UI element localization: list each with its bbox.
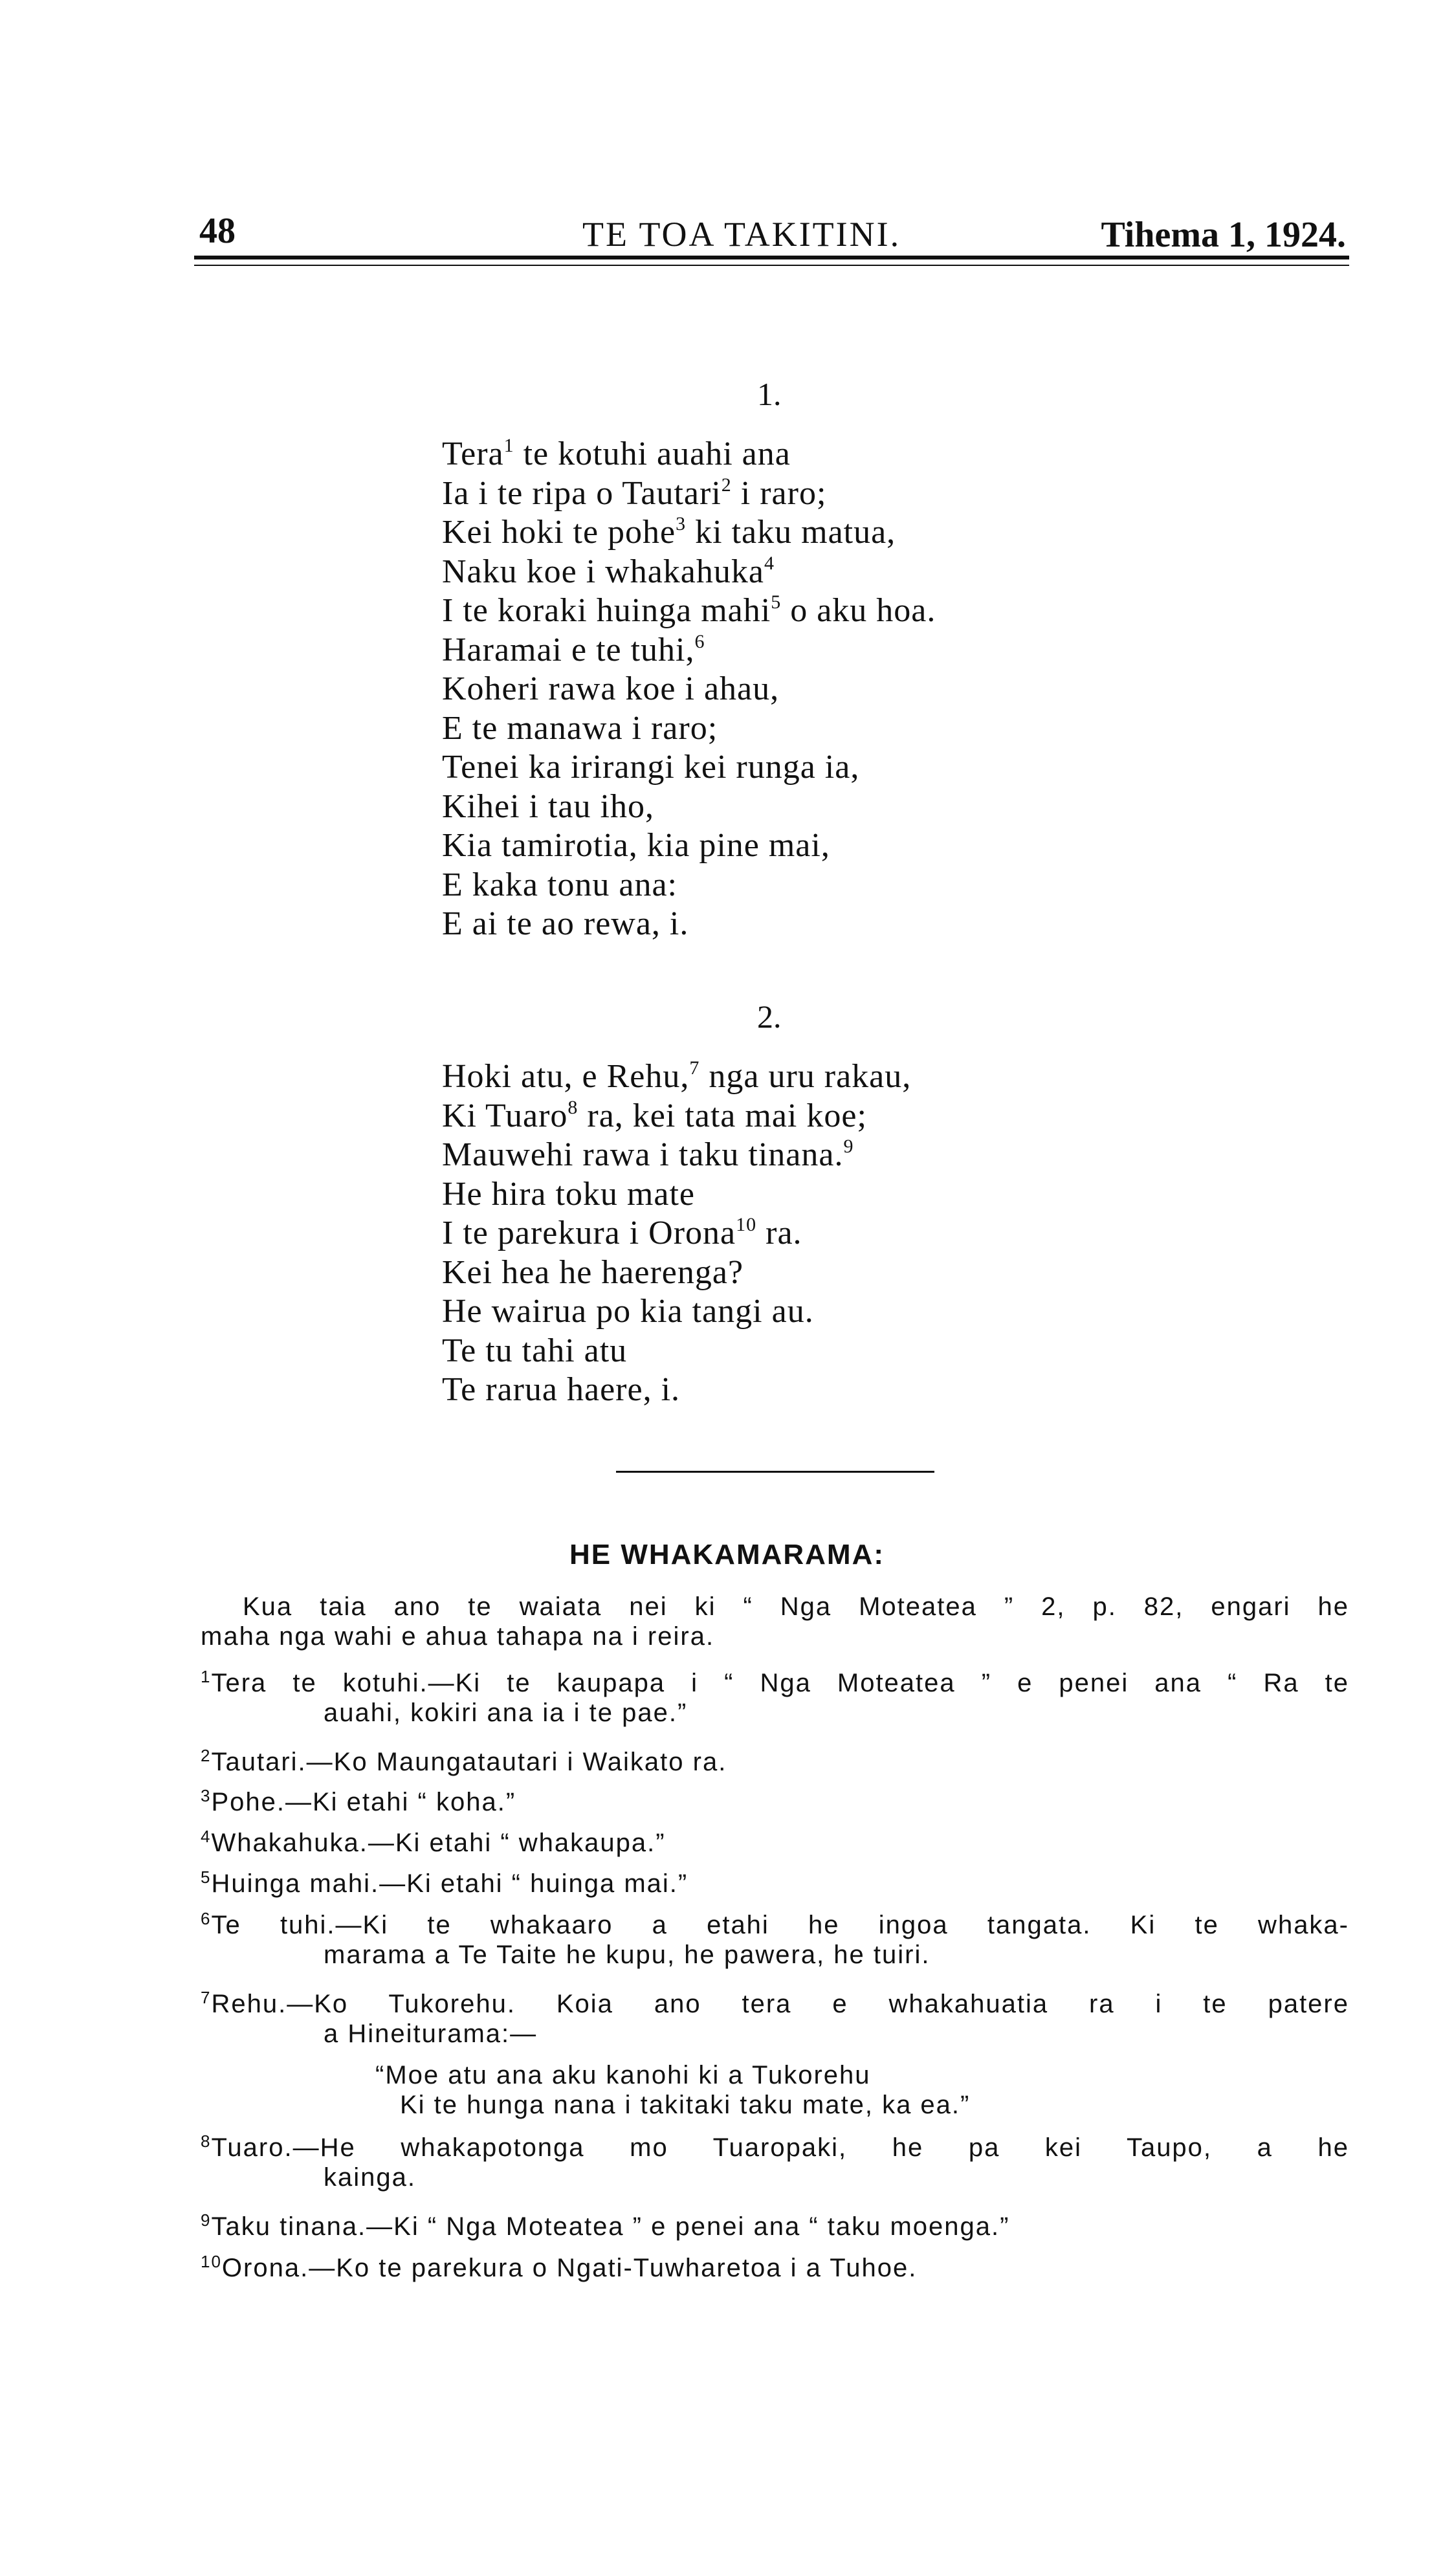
verse-text: Te tu tahi atu [442,1332,628,1369]
verse-line [442,1136,911,1175]
verse-text: Naku koe i whakahuka [442,553,764,590]
verse-text: ra, kei tata mai koe; [578,1097,867,1134]
footnote-number: 9 [201,2210,212,2230]
verse-line [442,787,936,827]
verse-text: ki taku matua, [686,514,896,551]
verse-text: He wairua po kia tangi au. [442,1293,814,1330]
stanza-number: 1. [757,376,782,412]
verse-line [442,1253,911,1293]
stanza-2-verse [442,1057,911,1410]
footnote-text: Te tuhi.—Ki te whakaaro a etahi he ingoa tangata. Ki te whaka- [211,1911,1349,1939]
notes-heading: HE WHAKAMARAMA: [569,1539,885,1570]
verse-text: I te koraki huinga mahi [442,592,771,629]
footnote-marker: 4 [764,552,775,574]
verse-text: ra. [756,1215,802,1251]
footnote-text: Tuaro.—He whakapotonga mo Tuaropaki, he pa kei Taupo, a he [211,2133,1349,2162]
footnote-8 [201,2133,1349,2192]
verse-line [442,1292,911,1332]
header-rule-thick [194,256,1349,259]
stanza-1-verse [442,435,936,944]
footnote-text: Huinga mahi.—Ki etahi “ huinga mai.” [211,1869,688,1898]
publication-title: TE TOA TAKITINI. [582,215,901,254]
verse-text: Tenei ka irirangi kei runga ia, [442,749,860,786]
verse-text: Mauwehi rawa i taku tinana. [442,1136,844,1173]
verse-text: E kaka tonu ana: [442,866,677,903]
footnote-number: 5 [201,1867,212,1887]
footnote-continuation: auahi, kokiri ana ia i te pae.” [324,1699,688,1727]
verse-line [442,513,936,553]
footnote-text: Whakahuka.—Ki etahi “ whakaupa.” [211,1829,666,1857]
stanza-number: 2. [757,998,782,1035]
footnote-marker: 2 [721,474,732,496]
footnote-text: Orona.—Ko te parekura o Ngati-Tuwharetoa i a Tuhoe. [221,2254,918,2282]
verse-text: Kei hea he haerenga? [442,1253,744,1291]
verse-line [442,866,936,905]
verse-text: Kihei i tau iho, [442,787,654,825]
footnote-7 [201,1989,1349,2049]
footnote-continuation: kainga. [324,2163,416,2192]
notes-intro [201,1592,1349,1651]
footnote-9 [201,2212,1349,2241]
page-number: 48 [199,211,236,251]
footnote-number: 6 [201,1909,212,1928]
verse-line [442,709,936,749]
footnote-number: 3 [201,1786,212,1805]
footnote-marker: 8 [567,1096,578,1118]
footnote-4 [201,1828,1349,1858]
footnote-marker: 7 [689,1057,700,1079]
verse-line [442,1175,911,1215]
footnote-1 [201,1668,1349,1728]
footnote-3 [201,1787,1349,1817]
footnote-text: Rehu.—Ko Tukorehu. Koia ano tera e whakahuatia ra i te patere [211,1990,1349,2018]
verse-line [442,1371,911,1410]
quote-line: “Moe atu ana aku kanohi ki a Tukorehu [375,2061,871,2089]
verse-line [442,748,936,787]
footnote-text: Tera te kotuhi.—Ki te kaupapa i “ Nga Moteatea ” e penei ana “ Ra te [211,1669,1349,1697]
footnote-number: 4 [201,1827,212,1846]
intro-line: maha nga wahi e ahua tahapa na i reira. [201,1622,715,1651]
footnote-number: 10 [201,2252,222,2271]
footnote-10 [201,2253,1349,2283]
verse-text: Te rarua haere, i. [442,1371,681,1408]
verse-text: Kei hoki te pohe [442,514,676,551]
verse-text: nga uru rakau, [699,1058,912,1095]
verse-line [442,670,936,709]
footnote-text: Pohe.—Ki etahi “ koha.” [211,1788,516,1816]
verse-line [442,1057,911,1097]
verse-text: E ai te ao rewa, i. [442,905,689,942]
verse-text: te kotuhi auahi ana [514,435,791,472]
section-divider [616,1471,934,1473]
issue-date: Tihema 1, 1924. [1101,215,1346,255]
intro-line: Kua taia ano te waiata nei ki “ Nga Moteatea ” 2, p. 82, engari he [243,1592,1349,1621]
verse-text: Ia i te ripa o Tautari [442,474,721,512]
footnote-number: 8 [201,2131,212,2151]
verse-text: Kia tamirotia, kia pine mai, [442,827,830,864]
footnote-number: 1 [201,1667,212,1686]
verse-line [442,826,936,866]
verse-line [442,1332,911,1371]
footnote-continuation: a Hineiturama:— [324,2020,538,2048]
footnote-marker: 1 [503,435,514,456]
footnote-text: Tautari.—Ko Maungatautari i Waikato ra. [211,1748,727,1776]
footnote-continuation: marama a Te Taite he kupu, he pawera, he tuiri. [324,1941,931,1969]
verse-line [442,435,936,474]
verse-text: He hira toku mate [442,1175,695,1213]
verse-line [442,591,936,631]
verse-text: Haramai e te tuhi, [442,631,695,668]
verse-line [442,631,936,670]
footnote-number: 7 [201,1988,212,2007]
footnote-text: Taku tinana.—Ki “ Nga Moteatea ” e penei ana “ taku moenga.” [211,2212,1010,2241]
header-rule-thin [194,265,1349,266]
verse-text: i raro; [731,474,827,512]
footnote-2 [201,1747,1349,1777]
footnote-marker: 9 [843,1136,854,1157]
verse-text: Koheri rawa koe i ahau, [442,670,780,707]
quoted-verse [375,2060,970,2120]
footnote-5 [201,1869,1349,1899]
footnote-marker: 10 [736,1214,757,1235]
verse-text: Tera [442,435,504,472]
running-header [194,210,1346,262]
verse-line [442,553,936,592]
verse-text: I te parekura i Orona [442,1215,736,1251]
footnote-marker: 5 [771,591,782,613]
verse-text: Hoki atu, e Rehu, [442,1058,690,1095]
verse-text: o aku hoa. [781,592,936,629]
verse-text: E te manawa i raro; [442,709,718,747]
footnote-6 [201,1910,1349,1970]
footnote-number: 2 [201,1746,212,1765]
verse-line [442,905,936,944]
verse-text: Ki Tuaro [442,1097,568,1134]
quote-line: Ki te hunga nana i takitaki taku mate, ka ea.” [400,2091,971,2119]
footnote-marker: 3 [676,513,687,534]
verse-line [442,1214,911,1253]
verse-line [442,474,936,514]
verse-line [442,1097,911,1136]
footnote-marker: 6 [694,630,705,652]
